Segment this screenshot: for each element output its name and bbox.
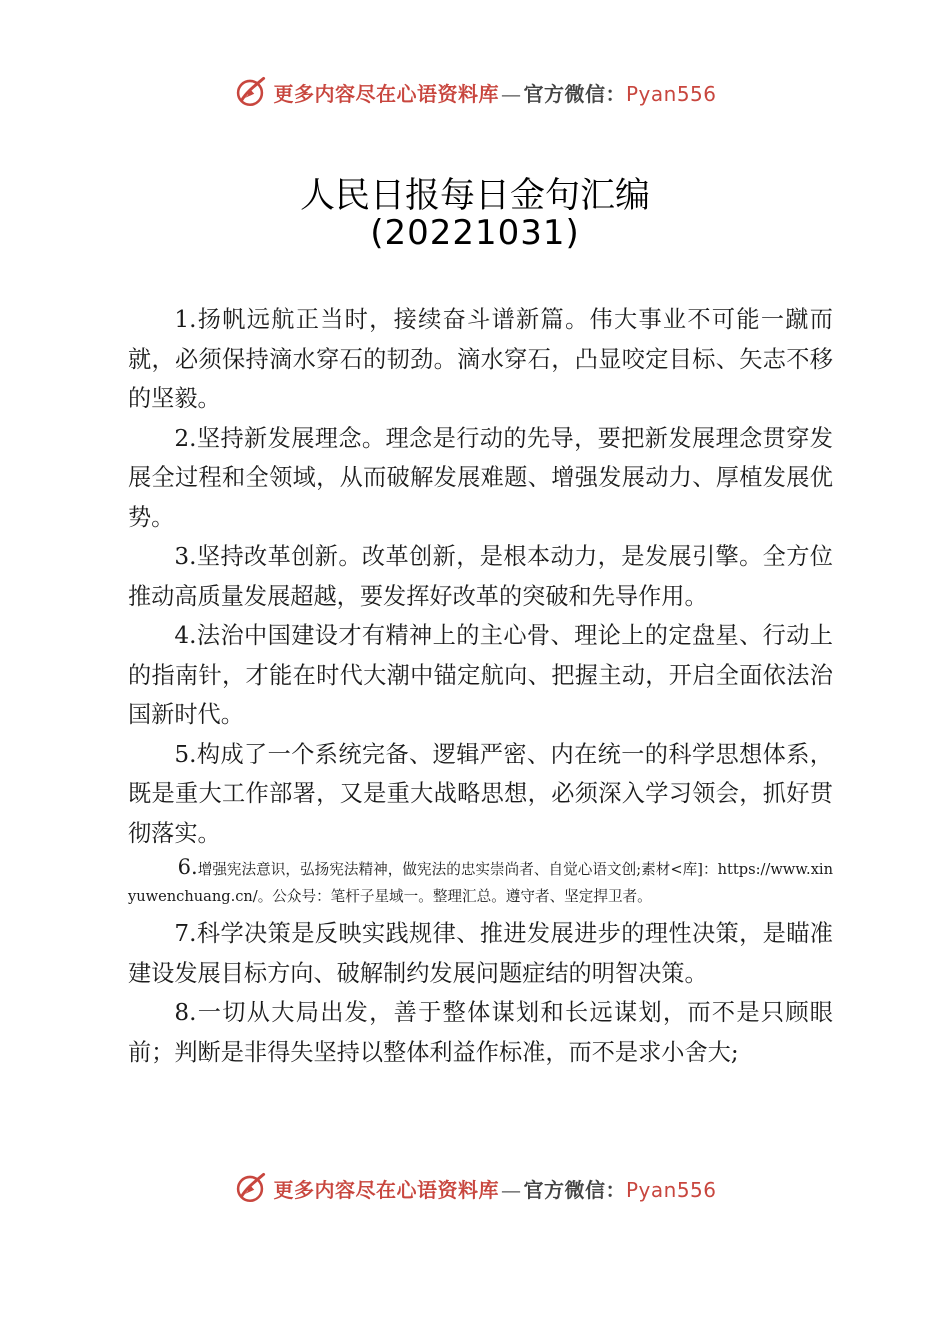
- banner-wechat-id: Pyan556: [625, 81, 717, 106]
- footer-banner: [0, 1168, 950, 1208]
- document-body: [128, 300, 833, 1072]
- paragraph-1: 1.扬帆远航正当时，接续奋斗谱新篇。伟大事业不可能一蹴而就，必须保持滴水穿石的韧劲。滴水穿石，凸显咬定目标、矢志不移的坚毅。: [128, 306, 833, 412]
- paragraph-6: [128, 854, 833, 910]
- document-title: 人民日报每日金句汇编: [299, 176, 650, 216]
- paragraph-3: 3.坚持改革创新。改革创新，是根本动力，是发展引擎。全方位推动高质量发展超越，要发挥好改革的突破和先导作用。: [128, 543, 833, 610]
- paragraph-6-text: 增强宪法意识，弘扬宪法精神，做宪法的忠实崇尚者、自觉心语文创;素材<库]：https://www.xinyuwenchuang.cn/。公众号：笔杆子星域一。整理汇总。遵守者、坚定捍卫者。: [128, 861, 833, 905]
- paragraph-8: 8.一切从大局出发，善于整体谋划和长远谋划，而不是只顾眼前；判断是非得失坚持以整体利益作标准，而不是求小舍大;: [128, 999, 833, 1066]
- document-date: (20221031): [370, 213, 580, 253]
- paragraph-2: 2.坚持新发展理念。理念是行动的先导，要把新发展理念贯穿发展全过程和全领域，从而破解发展难题、增强发展动力、厚植发展优势。: [128, 424, 833, 531]
- banner-separator: —: [500, 81, 522, 106]
- banner-wechat-label: 官方微信：: [523, 81, 626, 106]
- brush-logo-icon: [233, 1171, 267, 1205]
- paragraph-5: 5.构成了一个系统完备、逻辑严密、内在统一的科学思想体系，既是重大工作部署，又是重大战略思想，必须深入学习领会，抓好贯彻落实。: [128, 740, 833, 847]
- banner-text: [273, 78, 716, 107]
- banner-main-text: 更多内容尽在心语资料库: [273, 81, 499, 106]
- banner-wechat-id: Pyan556: [625, 1177, 717, 1202]
- header-banner: [0, 72, 950, 112]
- banner-separator: —: [500, 1177, 522, 1202]
- paragraph-7: 7.科学决策是反映实践规律、推进发展进步的理性决策，是瞄准建设发展目标方向、破解制约发展问题症结的明智决策。: [128, 920, 833, 987]
- paragraph-4: 4.法治中国建设才有精神上的主心骨、理论上的定盘星、行动上的指南针，才能在时代大潮中锚定航向、把握主动，开启全面依法治国新时代。: [128, 622, 833, 728]
- brush-logo-icon: [233, 75, 267, 109]
- paragraph-6-number: 6.: [177, 855, 198, 879]
- banner-main-text: 更多内容尽在心语资料库: [273, 1177, 499, 1202]
- banner-wechat-label: 官方微信：: [523, 1177, 626, 1202]
- banner-text: [273, 1174, 716, 1203]
